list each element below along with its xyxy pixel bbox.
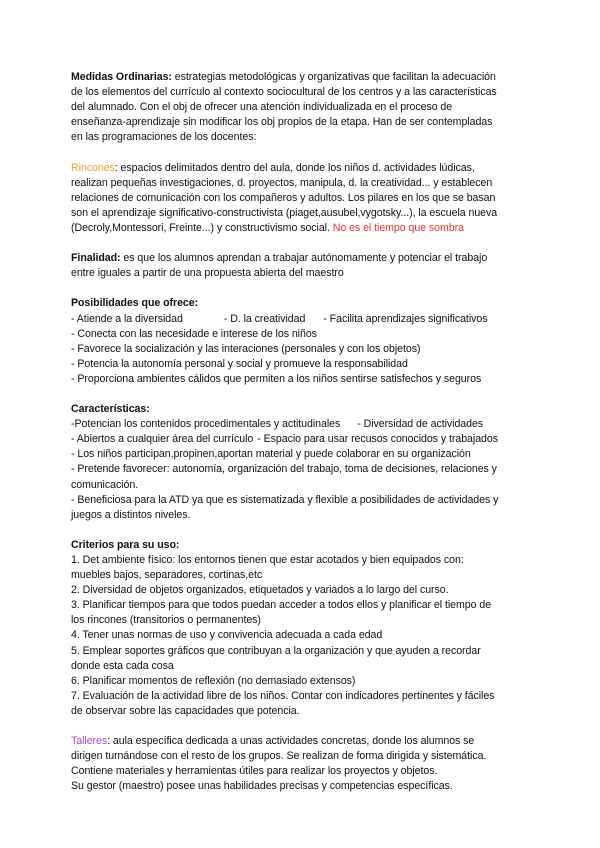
posibilidades-heading: Posibilidades que ofrece:: [71, 297, 199, 310]
text-line: Su gestor (maestro) posee unas habilidades precisas y competencias específicas.: [71, 780, 453, 793]
caracteristicas-section: [71, 402, 531, 523]
red-note: No es el tiempo que sombra: [332, 221, 464, 234]
caracteristicas-heading: Características:: [71, 403, 150, 416]
list-item: 4. Tener unas normas de uso y convivencia adecuada a cada edad: [71, 629, 383, 642]
text-line: relaciones de comunicación con los compañeros y adultos. Los pilares en los que se basan: [71, 191, 496, 204]
list-item: 2. Diversidad de objetos organizados, etiquetados y variados a lo largo del curso.: [71, 584, 449, 597]
text-line: [71, 251, 531, 266]
text-line: enseñanza-aprendizaje sin modificar los obj propios de la etapa. Han de ser contempladas: [71, 116, 493, 129]
list-item: - Diversidad de actividades: [357, 418, 484, 431]
medidas-ordinarias-heading: Medidas Ordinarias:: [71, 71, 172, 83]
text-line: Contiene materiales y herramientas útiles para realizar los proyectos y objetos.: [71, 765, 438, 778]
text-line: comunicación.: [71, 478, 139, 491]
medidas-ordinarias-paragraph: [71, 70, 531, 145]
rincones-heading: Rincones: [71, 161, 115, 174]
text-line: [71, 161, 531, 176]
text-line: en las programaciones de los docentes:: [71, 131, 257, 144]
text-line: [71, 221, 531, 236]
list-item: - Facilita aprendizajes significativos: [323, 312, 488, 325]
criterios-heading: Criterios para su uso:: [71, 538, 180, 551]
text-line: [71, 432, 531, 447]
list-item: 1. Det ambiente físico: los entornos tienen que estar acotados y bien equipados con:: [71, 554, 464, 566]
list-item: 6. Planificar momentos de reflexión (no demasiado extensos): [71, 674, 356, 687]
text-line: muebles bajos, separadores, cortinas,etc: [71, 569, 263, 582]
text-span: (Decroly,Montessori, Freinte...) y constructivismo social.: [71, 221, 333, 234]
text-line: realizan pequeñas investigaciones, d. proyectos, manipula, d. la creatividad... y establecen: [71, 176, 493, 189]
text-line: [71, 312, 531, 327]
text-line: [71, 70, 531, 85]
list-item: - Abiertos a cualquier área del currículo: [71, 433, 254, 446]
list-item: - Pretende favorecer: autonomía, organización del trabajo, toma de decisiones, relaciones y: [71, 463, 497, 476]
talleres-heading: Talleres: [71, 735, 108, 748]
text-line: donde esta cada cosa: [71, 659, 174, 672]
criterios-section: [71, 538, 531, 719]
talleres-paragraph: [71, 734, 531, 794]
list-item: 5. Emplear soportes gráficos que contribuyan a la organización y que ayuden a recordar: [71, 644, 481, 657]
list-item: - Potencia la autonomía personal y social y promueve la responsabilidad: [71, 357, 408, 370]
list-item: - Beneficiosa para la ATD ya que es sistematizada y flexible a posibilidades de actividades y: [71, 493, 499, 506]
text-line: entre iguales a partir de una propuesta abierta del maestro: [71, 267, 344, 280]
list-item: 3. Planificar tiempos para que todos puedan acceder a todos ellos y planificar el tiempo de: [71, 599, 492, 612]
posibilidades-section: [71, 296, 531, 387]
list-item: - Proporciona ambientes cálidos que permiten a los niños sentirse satisfechos y seguros: [71, 372, 482, 385]
text-line: los rincones (transitorios o permanentes): [71, 614, 261, 627]
text-line: [71, 734, 531, 749]
list-item: - D. la creatividad: [223, 312, 306, 325]
list-item: - Favorece la socialización y las interaciones (personales y con los objetos): [71, 342, 421, 355]
text-line: dirigen turnándose con el resto de los grupos. Se realizan de forma dirigida y sistemática.: [71, 750, 487, 763]
text-line: del alumnado. Con el obj de ofrecer una atención individualizada en el proceso de: [71, 101, 453, 114]
rincones-paragraph: [71, 161, 531, 236]
list-item: -Potencian los contenidos procedimentales y actitudinales: [71, 418, 341, 431]
finalidad-heading: Finalidad:: [71, 252, 121, 265]
text-line: de observar sobre las capacidades que potencia.: [71, 704, 300, 717]
text-line: [71, 417, 531, 432]
text-span: es que los alumnos aprendan a trabajar autónomamente y potenciar el trabajo: [120, 252, 488, 265]
list-item: - Conecta con las necesidade e interese de los niños: [71, 327, 317, 340]
document-page: [71, 70, 531, 810]
text-line: juegos a distintos niveles.: [71, 508, 191, 521]
list-item: 7. Evaluación de la actividad libre de los niños. Contar con indicadores pertinentes y fáciles: [71, 689, 495, 702]
list-item: - Atiende a la diversidad: [71, 312, 183, 325]
text-span: : espacios delimitados dentro del aula, donde los niños d. actividades lúdicas,: [114, 161, 475, 174]
list-item: - Los niños participan,propinen,aportan material y puede colaborar en su organización: [71, 448, 471, 461]
text-line: de los elementos del currículo al contexto sociocultural de los centros y a las características: [71, 86, 497, 99]
text-line: son el aprendizaje significativo-constructivista (piaget,ausubel,vygotsky...), la escuela nueva: [71, 206, 498, 219]
text-span: : aula específica dedicada a unas actividades concretas, donde los alumnos se: [107, 735, 475, 748]
list-item: - Espacio para usar recusos conocidos y trabajados: [257, 433, 498, 446]
finalidad-paragraph: [71, 251, 531, 281]
text-span: estrategias metodológicas y organizativas que facilitan la adecuación: [171, 71, 496, 83]
